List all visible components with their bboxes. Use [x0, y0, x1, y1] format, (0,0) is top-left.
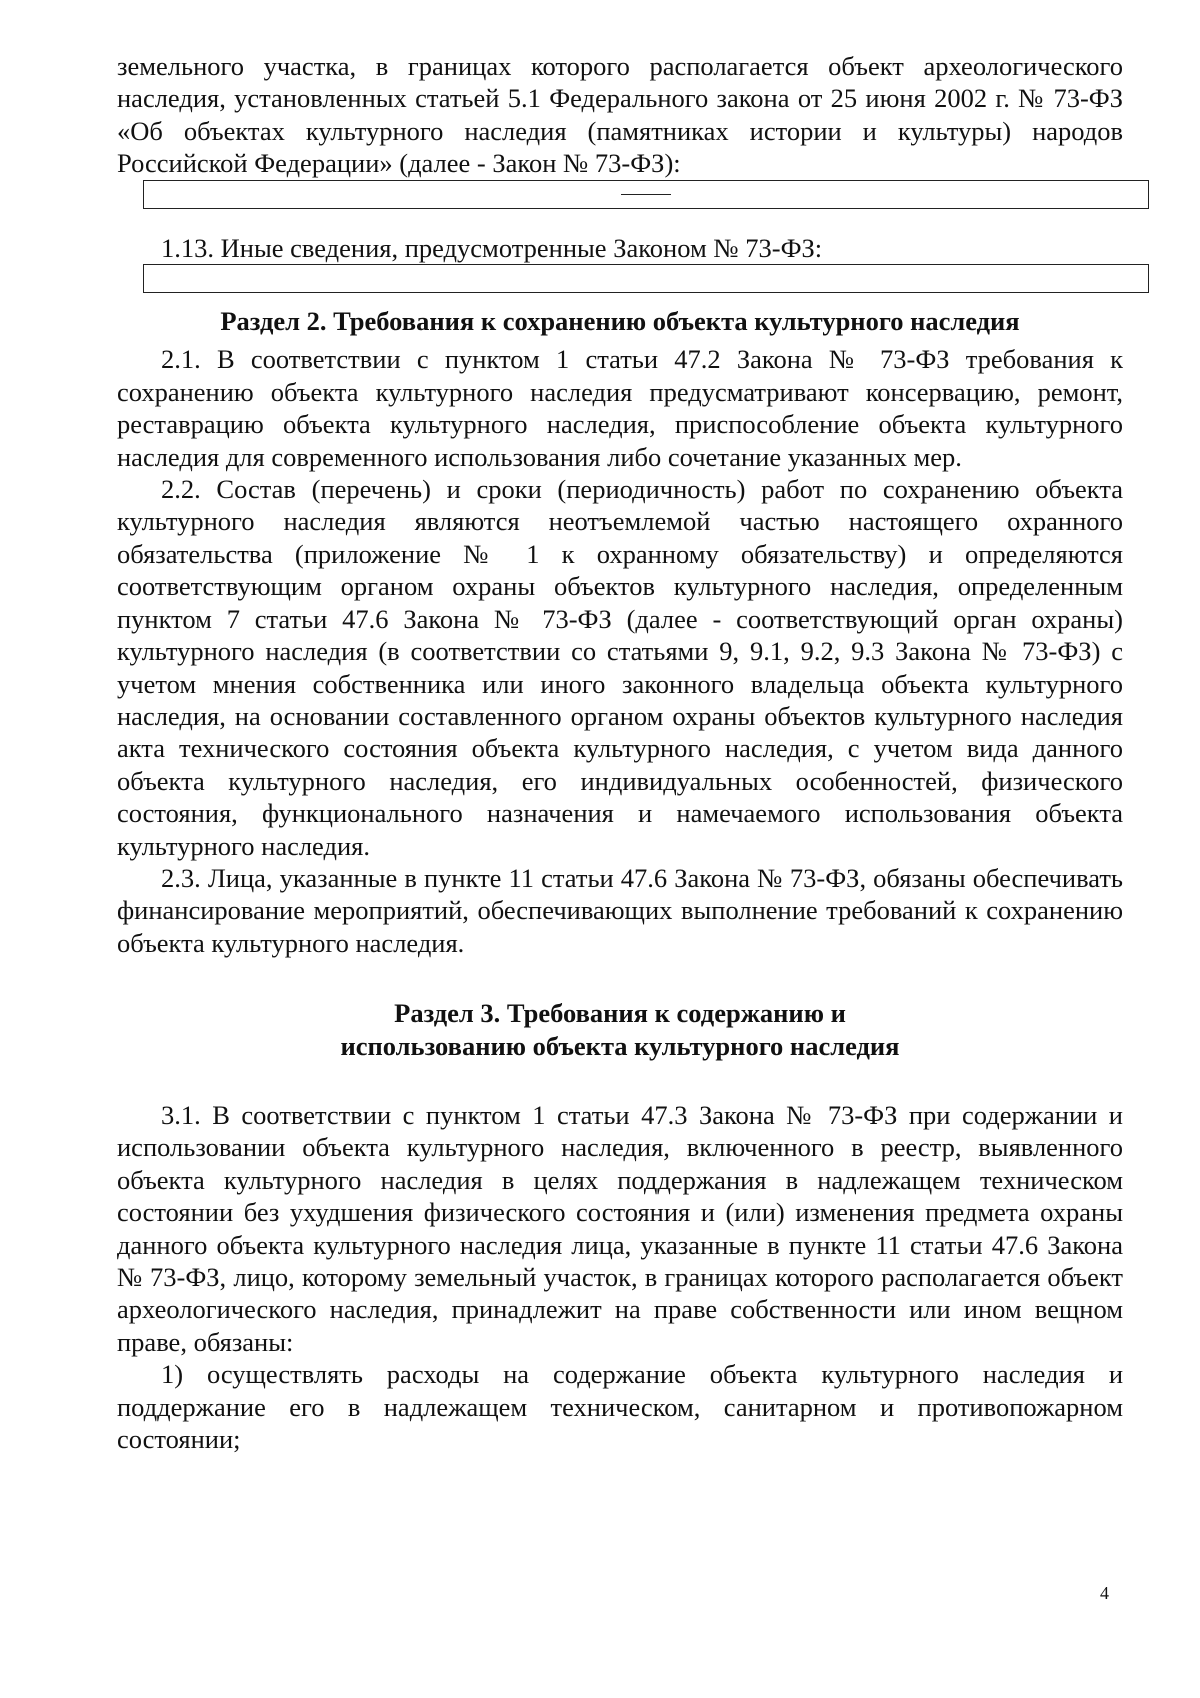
field-archaeological-info — [143, 180, 1149, 209]
document-page — [117, 50, 1123, 1455]
page-number: 4 — [1100, 1583, 1109, 1603]
field-other-info — [143, 264, 1149, 293]
heading-section-2: Раздел 2. Требования к сохранению объекта культурного наследия — [220, 306, 1020, 337]
dash-mark — [621, 194, 671, 195]
paragraph-3-1: 3.1. В соответствии с пунктом 1 статьи 47.3 Закона № 73-ФЗ при содержании и использовании объекта культурного наследия, включенного в реестр, выявленного объекта культурного наследия в целях поддержания в надлежащем техническом состоянии без ухудшения физического состояния и (или) изменения предмета охраны данного объекта культурного наследия лица, указанные в пункте 11 статьи 47.6 Закона № 73-ФЗ, лицо, которому земельный участок, в границах которого располагается объект археологического наследия, принадлежит на праве собственности или ином вещном праве, обязаны: — [117, 1099, 1123, 1357]
heading-section-3-line1: Раздел 3. Требования к содержанию и — [394, 998, 846, 1029]
heading-section-3-line2: использованию объекта культурного наследия — [340, 1030, 900, 1061]
paragraph-3-1-1: 1) осуществлять расходы на содержание объекта культурного наследия и поддержание его в надлежащем техническом, санитарном и противопожарном состоянии; — [117, 1359, 1123, 1455]
paragraph-2-2: 2.2. Состав (перечень) и сроки (периодичность) работ по сохранению объекта культурного наследия являются неотъемлемой частью настоящего охранного обязательства (приложение № 1 к охранному обязательству) и определяются соответствующим органом охраны объектов культурного наследия, определенным пунктом 7 статьи 47.6 Закона № 73-ФЗ (далее - соответствующий орган охраны) культурного наследия (в соответствии со статьями 9, 9.1, 9.2, 9.3 Закона № 73-ФЗ) с учетом мнения собственника или иного законного владельца объекта культурного наследия, на основании составленного органом охраны объектов культурного наследия акта технического состояния объекта культурного наследия, с учетом вида данного объекта культурного наследия, его индивидуальных особенностей, физического состояния, функционального назначения и намечаемого использования объекта культурного наследия. — [117, 474, 1123, 861]
paragraph-2-3: 2.3. Лица, указанные в пункте 11 статьи 47.6 Закона № 73-ФЗ, обязаны обеспечивать финансирование мероприятий, обеспечивающих выполнение требований к сохранению объекта культурного наследия. — [117, 862, 1123, 958]
paragraph-intro: земельного участка, в границах которого располагается объект археологического наследия, установленных статьей 5.1 Федерального закона от 25 июня 2002 г. № 73-ФЗ «Об объектах культурного наследия (памятниках истории и культуры) народов Российской Федерации» (далее - Закон № 73-ФЗ): — [117, 51, 1123, 179]
paragraph-1-13: 1.13. Иные сведения, предусмотренные Законом № 73-ФЗ: — [161, 232, 823, 263]
paragraph-2-1: 2.1. В соответствии с пунктом 1 статьи 47.2 Закона № 73-ФЗ требования к сохранению объекта культурного наследия предусматривают консервацию, ремонт, реставрацию объекта культурного наследия, приспособление объекта культурного наследия для современного использования либо сочетание указанных мер. — [117, 344, 1123, 472]
